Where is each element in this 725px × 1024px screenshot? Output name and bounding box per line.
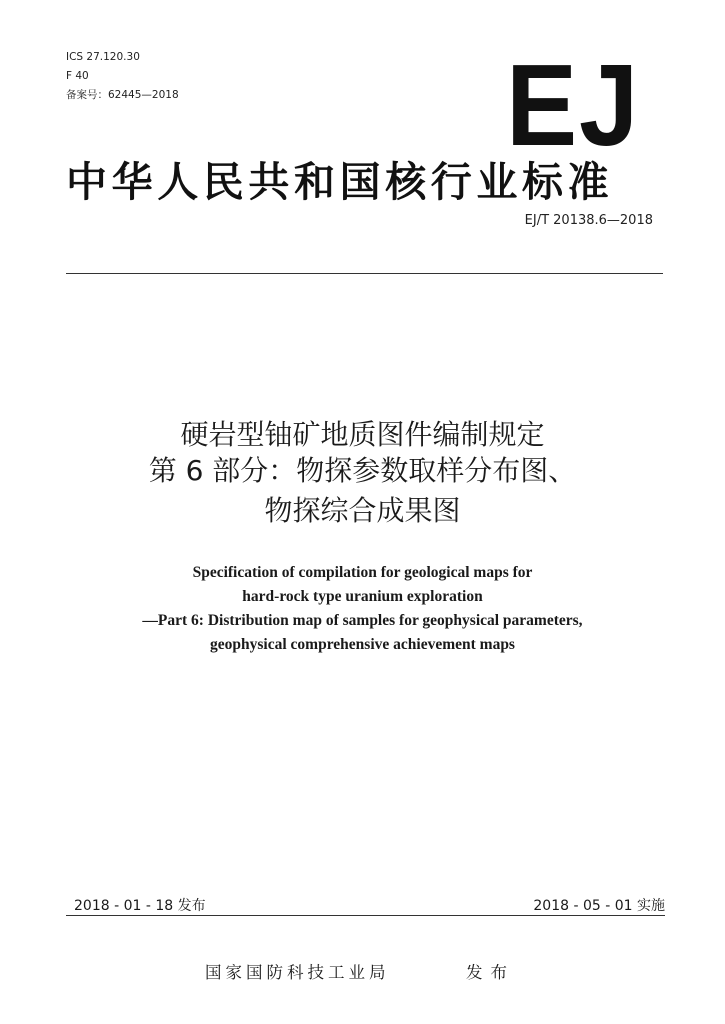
title-en-line: hard-rock type uranium exploration bbox=[242, 588, 483, 605]
ics-code: ICS 27.120.30 bbox=[66, 51, 140, 63]
issue-date: 2018 - 01 - 18 发布 bbox=[74, 898, 206, 914]
title-en-line: Specification of compilation for geological maps for bbox=[192, 564, 533, 581]
title-en-line: geophysical comprehensive achievement maps bbox=[210, 636, 515, 653]
title-en-line: —Part 6: Distribution map of samples for geophysical parameters, bbox=[142, 612, 583, 629]
publisher-name: 国家国防科技工业局 bbox=[205, 963, 390, 982]
title-cn-line: 硬岩型铀矿地质图件编制规定 bbox=[180, 418, 545, 451]
footer-divider bbox=[66, 915, 665, 916]
implementation-date: 2018 - 05 - 01 实施 bbox=[533, 898, 665, 914]
title-cn-line: 物探综合成果图 bbox=[264, 494, 461, 527]
header-divider bbox=[66, 273, 663, 274]
standard-code: EJ/T 20138.6—2018 bbox=[524, 213, 653, 228]
publish-label: 发布 bbox=[466, 963, 515, 982]
ej-logo: EJ bbox=[506, 40, 641, 170]
standard-name: 中华人民共和国核行业标准 bbox=[66, 158, 614, 206]
record-number: 备案号：62445—2018 bbox=[66, 89, 179, 101]
title-cn-line: 第 6 部分：物探参数取样分布图、 bbox=[148, 454, 577, 487]
classification-code: F 40 bbox=[66, 70, 89, 82]
